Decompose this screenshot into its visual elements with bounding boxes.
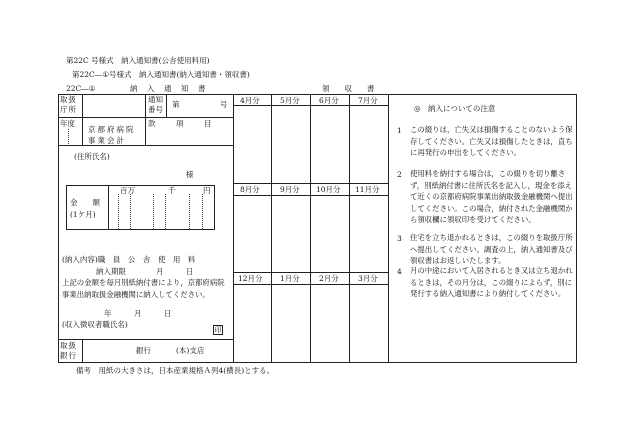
month-label: 8月分 xyxy=(240,185,260,194)
left-col-line-1 xyxy=(82,94,83,145)
month-label: 5月分 xyxy=(280,96,300,105)
kou-label: 項 xyxy=(176,119,184,128)
note-number: 3 xyxy=(397,234,402,243)
address-name-label: (住所氏名) xyxy=(74,152,110,161)
notes-title: ◎ 納入についての注意 xyxy=(414,104,496,113)
left-col-line-3 xyxy=(166,94,167,117)
amount-col-line xyxy=(108,185,109,230)
divider-left xyxy=(233,94,234,363)
month-row-line-3 xyxy=(233,195,388,196)
seal-mark: 印 xyxy=(214,326,222,334)
note-text: この綴りは，亡失又は損傷することのないよう保存してください。亡失又は損傷したときは，直ちに再発行の申出をしてください。 xyxy=(410,125,573,158)
note-text: 月の中途において入居されるとき又は立ち退かれるときは，その月分は，この綴りによらず，別に発行する納入通知書により納付してください。 xyxy=(410,266,573,299)
note-number: 1 xyxy=(397,126,402,135)
amount-period: (1ケ月) xyxy=(70,210,96,219)
month-col-line-2 xyxy=(310,94,311,363)
left-col-line-2 xyxy=(145,94,146,145)
month-label: 12月分 xyxy=(238,274,263,283)
month-label: 7月分 xyxy=(358,96,378,105)
month-col-line-3 xyxy=(349,94,350,363)
amount-dots-3 xyxy=(153,194,154,229)
amount-dots-1 xyxy=(118,194,119,229)
handling-office-label: 取扱庁所 xyxy=(60,95,77,114)
form-subtitle: 第22C―①号様式 納入通知書(納入通知書・領収書) xyxy=(72,70,250,79)
moku-label: 目 xyxy=(204,119,212,128)
bank-name-label: 銀行 xyxy=(136,346,151,355)
issue-date: 年 月 日 xyxy=(104,309,172,318)
amount-box xyxy=(66,185,215,230)
month-label: 4月分 xyxy=(240,96,260,105)
month-label: 1月分 xyxy=(280,274,300,283)
month-row-line-2 xyxy=(233,183,388,184)
left-col-line-4 xyxy=(82,339,83,363)
amount-unit-yen: 円 xyxy=(203,186,211,195)
note-text: 使用料を納付する場合は，この綴りを切り離さず，別紙納付書に住所氏名を記入し，現金を添えて近くの京都府病院事業出納取扱金融機関へ提出してください。この場合，納付された金融機関から領収欄に領収印を受けてください。 xyxy=(410,169,573,225)
footer-remark: 備考 用紙の大きさは，日本産業規格Ａ列4(横長)とする。 xyxy=(76,366,275,375)
kan-label: 款 xyxy=(148,119,156,128)
month-label: 11月分 xyxy=(355,185,380,194)
amount-dots-4 xyxy=(165,194,166,229)
month-row-line-5 xyxy=(233,284,388,285)
amount-dots-6 xyxy=(202,194,203,229)
notice-heading: 納 入 通 知 書 xyxy=(130,84,207,93)
payment-content: (納入内容)職 員 公 舎 使 用 料 xyxy=(62,255,196,264)
accounting-label: 京都府病院事業会計 xyxy=(88,125,136,145)
form-title: 第22C 号様式 納入通知書(公舎使用料用) xyxy=(66,56,210,65)
month-row-line-1 xyxy=(233,105,388,106)
month-col-line-1 xyxy=(271,94,272,363)
sama-label: 様 xyxy=(186,170,194,179)
amount-unit-million: 百万 xyxy=(120,186,135,195)
payment-instruction: 上記の金額を毎月別紙納付書により，京都府病院事業出納取扱金融機関に納入してください。 xyxy=(62,278,225,299)
note-text: 住宅を立ち退かれるときは，この綴りを取扱庁所へ提出してください。調査の上，納入通知書及び領収書はお返しいたします。 xyxy=(410,233,573,266)
amount-label: 金 額 xyxy=(70,198,100,207)
payment-deadline: 納入期限 月 日 xyxy=(96,267,194,276)
bank-label: 取扱銀行 xyxy=(60,341,77,360)
month-label: 10月分 xyxy=(316,185,341,194)
note-number: 2 xyxy=(397,170,402,179)
left-row-line-2 xyxy=(58,145,233,146)
form-code: 22C―① xyxy=(66,84,96,93)
divider-right xyxy=(388,94,389,363)
branch-label: (本)支店 xyxy=(176,346,205,355)
month-label: 6月分 xyxy=(319,96,339,105)
amount-dots-5 xyxy=(189,194,190,229)
notice-number-dai: 第 xyxy=(172,100,180,109)
month-label: 2月分 xyxy=(319,274,339,283)
note-number: 4 xyxy=(397,267,402,276)
month-label: 9月分 xyxy=(280,185,300,194)
fiscal-year-label: 年度 xyxy=(60,119,75,128)
amount-unit-thousand: 千 xyxy=(168,186,176,195)
month-label: 3月分 xyxy=(358,274,378,283)
issuer-label: (収入徴収者職氏名) xyxy=(62,320,128,329)
notice-number-label: 通知番号 xyxy=(148,95,163,114)
left-row-line-3 xyxy=(58,339,233,340)
notice-number-go: 号 xyxy=(220,100,228,109)
month-row-line-4 xyxy=(233,272,388,273)
receipt-heading: 領 収 書 xyxy=(322,84,375,93)
fiscal-year-dots xyxy=(68,129,69,144)
amount-dots-2 xyxy=(130,194,131,229)
